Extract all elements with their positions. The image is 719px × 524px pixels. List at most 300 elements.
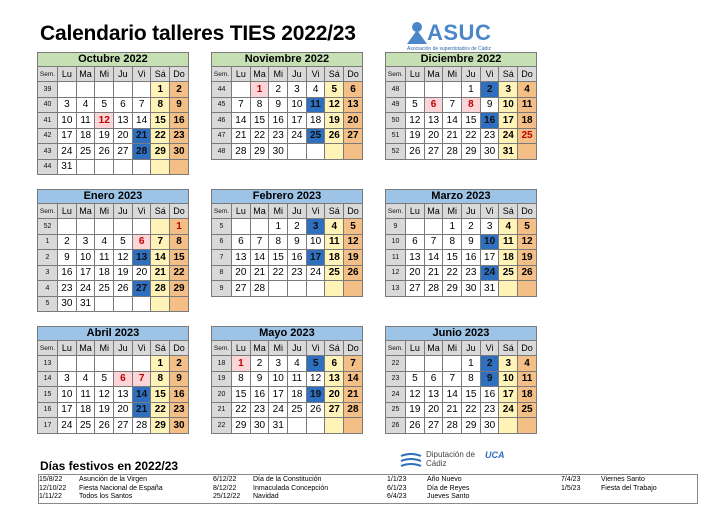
day-cell: 26 <box>95 418 114 434</box>
day-cell: 11 <box>518 97 537 113</box>
week-row <box>38 296 189 312</box>
week-row <box>386 82 537 98</box>
week-number: 24 <box>386 387 406 403</box>
day-cell: 6 <box>114 371 133 387</box>
festivo-date: 8/12/22 <box>213 484 237 492</box>
day-cell: 10 <box>288 97 307 113</box>
day-cell: 12 <box>95 387 114 403</box>
day-cell: 24 <box>288 128 307 144</box>
festivo-name: Fiesta del Trabajo <box>601 484 657 492</box>
weekday-header: Mi <box>269 204 288 219</box>
day-cell <box>132 356 151 372</box>
day-cell: 22 <box>232 402 251 418</box>
weekday-header: Ma <box>424 67 443 82</box>
day-cell <box>114 219 133 235</box>
day-cell: 19 <box>518 250 537 266</box>
week-number: 2 <box>38 250 58 266</box>
day-cell <box>170 296 189 312</box>
day-cell <box>344 418 363 434</box>
day-cell: 7 <box>344 356 363 372</box>
day-cell: 1 <box>462 82 481 98</box>
week-row <box>38 387 189 403</box>
day-cell: 4 <box>518 356 537 372</box>
weekday-header: Lu <box>58 204 77 219</box>
day-cell: 13 <box>132 250 151 266</box>
day-cell: 25 <box>288 402 307 418</box>
day-cell: 24 <box>480 265 499 281</box>
week-row <box>212 97 363 113</box>
week-number: 11 <box>386 250 406 266</box>
day-cell: 16 <box>269 113 288 129</box>
month-calendar <box>211 326 362 434</box>
day-cell <box>151 296 170 312</box>
weekday-header: Sá <box>151 67 170 82</box>
day-cell: 12 <box>325 97 344 113</box>
day-cell: 1 <box>250 82 269 98</box>
month-title: Enero 2023 <box>38 190 189 204</box>
week-row <box>38 371 189 387</box>
week-number: 44 <box>212 82 232 98</box>
day-cell: 12 <box>306 371 325 387</box>
day-cell <box>269 281 288 297</box>
day-cell: 12 <box>344 234 363 250</box>
day-cell: 17 <box>269 387 288 403</box>
festivo-name: Día de la Constitución <box>253 476 322 483</box>
day-cell <box>95 296 114 312</box>
weekday-header: Ma <box>250 67 269 82</box>
festivo-date: 7/4/23 <box>561 476 581 483</box>
weekday-header: Lu <box>58 341 77 356</box>
weekday-header: Mi <box>443 204 462 219</box>
day-cell: 26 <box>325 128 344 144</box>
day-cell: 7 <box>132 371 151 387</box>
day-cell: 13 <box>406 250 425 266</box>
week-number: 5 <box>212 219 232 235</box>
uca-logo-text: UCA <box>485 450 505 460</box>
festivo-date: 1/5/23 <box>561 484 581 492</box>
weekday-header: Sá <box>325 341 344 356</box>
day-cell: 7 <box>132 97 151 113</box>
weekday-header: Vi <box>480 204 499 219</box>
day-cell: 26 <box>95 144 114 160</box>
day-cell <box>344 144 363 160</box>
festivo-name: Todos los Santos <box>79 493 133 500</box>
day-cell: 5 <box>344 219 363 235</box>
page-title: Calendario talleres TIES 2022/23 <box>40 22 356 45</box>
weekday-header: Do <box>170 67 189 82</box>
day-cell: 2 <box>269 82 288 98</box>
day-cell: 22 <box>151 128 170 144</box>
day-cell: 30 <box>170 418 189 434</box>
day-cell: 15 <box>170 250 189 266</box>
day-cell: 2 <box>480 356 499 372</box>
day-cell: 9 <box>170 371 189 387</box>
weekday-header: Sem. <box>212 204 232 219</box>
day-cell: 22 <box>170 265 189 281</box>
day-cell <box>232 219 251 235</box>
day-cell: 30 <box>462 281 481 297</box>
day-cell: 9 <box>480 371 499 387</box>
weekday-header: Ju <box>114 67 133 82</box>
day-cell: 6 <box>344 82 363 98</box>
day-cell: 9 <box>288 234 307 250</box>
week-number: 5 <box>38 296 58 312</box>
day-cell: 20 <box>325 387 344 403</box>
week-row <box>38 97 189 113</box>
day-cell: 17 <box>58 128 77 144</box>
day-cell: 11 <box>76 387 95 403</box>
week-row <box>38 113 189 129</box>
day-cell: 14 <box>132 113 151 129</box>
day-cell <box>499 281 518 297</box>
day-cell: 8 <box>151 371 170 387</box>
day-cell: 24 <box>499 402 518 418</box>
day-cell: 14 <box>443 113 462 129</box>
day-cell: 28 <box>151 281 170 297</box>
day-cell: 10 <box>499 371 518 387</box>
day-cell: 17 <box>499 387 518 403</box>
week-number: 26 <box>386 418 406 434</box>
week-row <box>212 402 363 418</box>
month-title: Marzo 2023 <box>386 190 537 204</box>
day-cell: 2 <box>250 356 269 372</box>
day-cell <box>132 82 151 98</box>
day-cell: 9 <box>250 371 269 387</box>
festivo-name: Navidad <box>253 493 279 500</box>
month-calendar <box>211 52 362 160</box>
week-row <box>386 144 537 160</box>
day-cell: 20 <box>232 265 251 281</box>
week-number: 52 <box>386 144 406 160</box>
week-number: 44 <box>38 159 58 175</box>
day-cell <box>325 418 344 434</box>
day-cell: 8 <box>151 97 170 113</box>
day-cell: 31 <box>58 159 77 175</box>
week-row <box>386 234 537 250</box>
week-number: 52 <box>38 219 58 235</box>
weekday-header: Vi <box>132 67 151 82</box>
weekday-header: Mi <box>269 67 288 82</box>
weekday-header: Do <box>170 341 189 356</box>
week-number: 8 <box>212 265 232 281</box>
day-cell: 11 <box>306 97 325 113</box>
week-number: 7 <box>212 250 232 266</box>
day-cell: 21 <box>443 128 462 144</box>
week-row <box>386 418 537 434</box>
weekday-header: Vi <box>132 204 151 219</box>
uca-logo <box>485 450 555 472</box>
day-cell: 19 <box>95 402 114 418</box>
day-cell <box>443 82 462 98</box>
festivo-date: 1/11/22 <box>39 493 62 500</box>
day-cell: 1 <box>170 219 189 235</box>
day-cell: 29 <box>170 281 189 297</box>
weekday-header: Lu <box>232 341 251 356</box>
weekday-header: Do <box>518 204 537 219</box>
day-cell: 3 <box>58 97 77 113</box>
week-number: 39 <box>38 82 58 98</box>
day-cell: 30 <box>480 418 499 434</box>
week-row <box>386 113 537 129</box>
day-cell <box>306 144 325 160</box>
week-number: 43 <box>38 144 58 160</box>
weekday-header: Mi <box>95 67 114 82</box>
day-cell: 18 <box>499 250 518 266</box>
festivo-item <box>561 476 657 485</box>
week-number: 18 <box>212 356 232 372</box>
week-row <box>386 281 537 297</box>
day-cell: 29 <box>462 144 481 160</box>
day-cell: 11 <box>76 113 95 129</box>
day-cell: 2 <box>58 234 77 250</box>
day-cell: 25 <box>76 144 95 160</box>
weekday-header: Ma <box>424 204 443 219</box>
day-cell <box>499 418 518 434</box>
day-cell: 7 <box>443 97 462 113</box>
day-cell: 12 <box>406 387 425 403</box>
festivo-name: Fiesta Nacional de España <box>79 484 163 492</box>
week-row <box>386 402 537 418</box>
day-cell: 5 <box>518 219 537 235</box>
day-cell: 12 <box>114 250 133 266</box>
day-cell: 24 <box>306 265 325 281</box>
day-cell: 28 <box>424 281 443 297</box>
day-cell: 3 <box>269 356 288 372</box>
day-cell: 22 <box>269 265 288 281</box>
festivo-item <box>213 485 328 494</box>
day-cell: 27 <box>232 281 251 297</box>
day-cell <box>76 356 95 372</box>
weekday-header: Lu <box>406 204 425 219</box>
day-cell: 3 <box>306 219 325 235</box>
day-cell: 25 <box>518 128 537 144</box>
week-number: 9 <box>386 219 406 235</box>
week-row <box>386 387 537 403</box>
festivo-item <box>561 485 657 494</box>
day-cell: 20 <box>344 113 363 129</box>
day-cell: 9 <box>462 234 481 250</box>
day-cell: 1 <box>232 356 251 372</box>
week-number: 25 <box>386 402 406 418</box>
day-cell <box>250 219 269 235</box>
week-row <box>386 219 537 235</box>
festivo-name: Jueves Santo <box>427 493 470 500</box>
day-cell: 18 <box>518 387 537 403</box>
day-cell: 23 <box>269 128 288 144</box>
day-cell <box>424 219 443 235</box>
day-cell <box>518 281 537 297</box>
week-row <box>38 281 189 297</box>
week-row <box>212 82 363 98</box>
weekday-header: Mi <box>443 67 462 82</box>
day-cell: 13 <box>325 371 344 387</box>
festivo-item <box>387 493 469 502</box>
day-cell <box>424 82 443 98</box>
week-number: 4 <box>38 281 58 297</box>
day-cell: 14 <box>424 250 443 266</box>
week-row <box>212 219 363 235</box>
weekday-header: Sem. <box>38 67 58 82</box>
day-cell: 30 <box>170 144 189 160</box>
diputacion-logo <box>400 450 480 472</box>
weekday-header: Sem. <box>212 341 232 356</box>
day-cell <box>76 82 95 98</box>
month-title: Junio 2023 <box>386 327 537 341</box>
festivo-item <box>39 476 163 485</box>
week-row <box>212 281 363 297</box>
day-cell <box>443 356 462 372</box>
day-cell: 4 <box>76 97 95 113</box>
day-cell: 5 <box>95 371 114 387</box>
day-cell: 29 <box>250 144 269 160</box>
weekday-header: Sem. <box>386 67 406 82</box>
day-cell: 29 <box>443 281 462 297</box>
day-cell: 28 <box>132 418 151 434</box>
day-cell: 19 <box>344 250 363 266</box>
weekday-header: Ma <box>76 204 95 219</box>
day-cell: 8 <box>250 97 269 113</box>
day-cell: 4 <box>288 356 307 372</box>
day-cell: 22 <box>443 265 462 281</box>
day-cell: 31 <box>76 296 95 312</box>
day-cell: 6 <box>424 371 443 387</box>
weekday-header: Ju <box>114 341 133 356</box>
week-row <box>212 144 363 160</box>
week-number: 14 <box>38 371 58 387</box>
asuc-logo <box>405 20 515 54</box>
day-cell: 25 <box>76 418 95 434</box>
day-cell: 3 <box>76 234 95 250</box>
week-row <box>386 265 537 281</box>
day-cell: 2 <box>170 82 189 98</box>
month-title: Mayo 2023 <box>212 327 363 341</box>
day-cell: 3 <box>288 82 307 98</box>
day-cell <box>95 82 114 98</box>
festivos-column <box>213 476 328 502</box>
day-cell: 18 <box>95 265 114 281</box>
festivo-date: 6/12/22 <box>213 476 237 483</box>
weekday-header: Sá <box>325 67 344 82</box>
week-number: 48 <box>386 82 406 98</box>
day-cell: 9 <box>480 97 499 113</box>
day-cell: 11 <box>95 250 114 266</box>
day-cell: 22 <box>151 402 170 418</box>
week-number: 1 <box>38 234 58 250</box>
week-number: 13 <box>386 281 406 297</box>
day-cell <box>306 418 325 434</box>
day-cell: 4 <box>325 219 344 235</box>
asuc-logo-word: ASUC <box>427 20 492 45</box>
day-cell: 5 <box>406 371 425 387</box>
week-row <box>212 356 363 372</box>
day-cell: 13 <box>424 113 443 129</box>
festivo-name: Viernes Santo <box>601 476 645 483</box>
weekday-header: Ju <box>114 204 133 219</box>
day-cell: 22 <box>462 128 481 144</box>
day-cell: 10 <box>499 97 518 113</box>
week-number: 10 <box>386 234 406 250</box>
day-cell: 27 <box>114 418 133 434</box>
day-cell: 26 <box>306 402 325 418</box>
day-cell <box>170 159 189 175</box>
day-cell: 25 <box>95 281 114 297</box>
day-cell <box>518 418 537 434</box>
day-cell: 8 <box>269 234 288 250</box>
day-cell: 31 <box>269 418 288 434</box>
day-cell: 1 <box>269 219 288 235</box>
weekday-header: Sá <box>151 204 170 219</box>
weekday-header: Sá <box>499 67 518 82</box>
day-cell <box>406 82 425 98</box>
day-cell: 26 <box>518 265 537 281</box>
week-row <box>386 371 537 387</box>
month-calendar <box>385 189 536 297</box>
day-cell: 8 <box>232 371 251 387</box>
week-number: 23 <box>386 371 406 387</box>
day-cell: 15 <box>443 250 462 266</box>
day-cell: 3 <box>499 82 518 98</box>
festivo-date: 15/8/22 <box>39 476 63 483</box>
week-row <box>38 128 189 144</box>
month-calendar <box>37 326 188 434</box>
weekday-header: Lu <box>58 67 77 82</box>
festivo-item <box>213 476 328 485</box>
festivo-date: 6/1/23 <box>387 484 407 492</box>
day-cell: 10 <box>306 234 325 250</box>
weekday-header: Sem. <box>212 67 232 82</box>
weekday-header: Sem. <box>386 204 406 219</box>
day-cell: 15 <box>151 387 170 403</box>
weekday-header: Do <box>518 67 537 82</box>
day-cell: 10 <box>480 234 499 250</box>
day-cell <box>114 82 133 98</box>
day-cell: 16 <box>480 113 499 129</box>
day-cell: 28 <box>132 144 151 160</box>
weekday-header: Mi <box>269 341 288 356</box>
day-cell: 6 <box>132 234 151 250</box>
month-calendar <box>37 189 188 312</box>
diputacion-logo-icon <box>400 452 422 470</box>
day-cell: 14 <box>344 371 363 387</box>
day-cell: 5 <box>325 82 344 98</box>
day-cell: 28 <box>443 144 462 160</box>
day-cell: 10 <box>58 387 77 403</box>
week-number: 49 <box>386 97 406 113</box>
day-cell: 26 <box>406 144 425 160</box>
festivo-name: Inmaculada Concepción <box>253 484 329 492</box>
day-cell: 21 <box>424 265 443 281</box>
day-cell: 1 <box>462 356 481 372</box>
day-cell: 18 <box>76 402 95 418</box>
day-cell: 26 <box>344 265 363 281</box>
week-row <box>212 418 363 434</box>
day-cell: 6 <box>232 234 251 250</box>
day-cell: 15 <box>462 387 481 403</box>
day-cell: 27 <box>325 402 344 418</box>
day-cell: 7 <box>250 234 269 250</box>
week-number: 46 <box>212 113 232 129</box>
day-cell: 16 <box>480 387 499 403</box>
day-cell <box>58 219 77 235</box>
weekday-header: Vi <box>480 341 499 356</box>
day-cell: 7 <box>443 371 462 387</box>
week-row <box>212 371 363 387</box>
day-cell: 27 <box>114 144 133 160</box>
day-cell: 21 <box>443 402 462 418</box>
day-cell: 19 <box>114 265 133 281</box>
festivos-column <box>561 476 657 493</box>
day-cell: 6 <box>114 97 133 113</box>
